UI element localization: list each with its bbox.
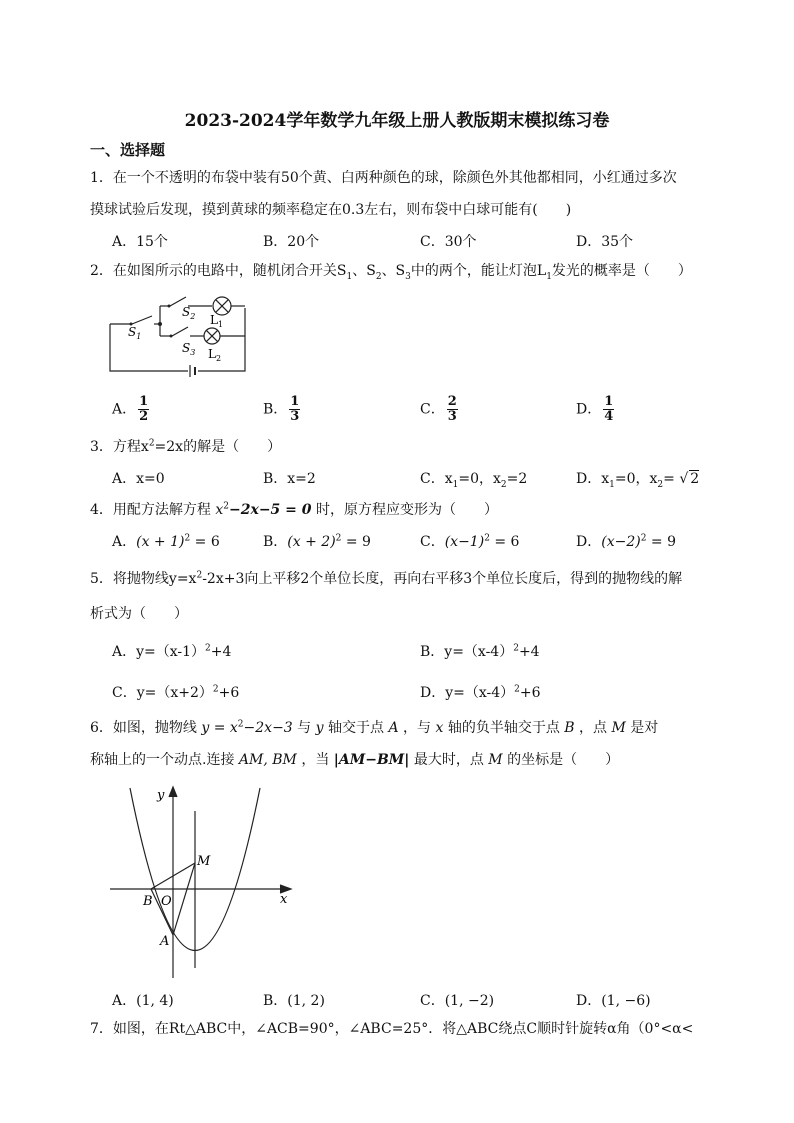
q3-option-b: B．x=2 [263, 471, 316, 487]
point-m-label: M [197, 854, 211, 869]
q6-option-d: D．(1, −6) [576, 993, 651, 1009]
section-heading: 一、选择题 [90, 141, 166, 159]
q4-option-c: C．$(x-1)^2 = 6$ [420, 533, 520, 550]
point-b-label: B [143, 894, 153, 909]
page-title: 2023-2024学年数学九年级上册人教版期末模拟练习卷 [184, 111, 610, 131]
q1-option-b: B．20个 [263, 234, 320, 250]
label-l1: $L_1$ [210, 313, 224, 329]
q5-option-d: D．$y=(x-4)^2+6$ [420, 684, 541, 701]
question-2-text: 2．在如图所示的电路中，随机闭合开关$S_1$、$S_2$、$S_3$中的两个，能让灯泡$L_1$发光的概率是（ ） [90, 263, 692, 282]
question-4-text: 4．用配方法解方程 $x^2-2x-5 = 0$ 时，原方程应变形为（ ） [90, 501, 498, 518]
question-5-line-1: 5．将抛物线$y=x^2-2x+3$向上平移2个单位长度，再向右平移3个单位长度后，得到的抛物线的解 [90, 570, 683, 587]
q4-option-b: B．$(x + 2)^2 = 9$ [263, 533, 371, 550]
q5-option-a: A．$y=(x-1)^2+4$ [112, 643, 232, 660]
q6-option-b: B．(1, 2) [263, 993, 325, 1009]
q3-option-c: C．$x_1=0$，$x_2=2$ [420, 471, 528, 490]
label-s2: $S_2$ [182, 305, 196, 321]
label-s1: $S_1$ [128, 325, 142, 341]
question-6-line-2: 称轴上的一个动点.连接 AM, BM ，当 |AM−BM| 最大时，点 M 的坐标是（ ） [90, 752, 620, 768]
question-7-line-1: 7．如图，在Rt△ABC中，∠ACB=90°，∠ABC=25°．将△ABC绕点C顺时针旋转α角（0°<α< [90, 1021, 694, 1037]
question-1-line-1: 1．在一个不透明的布袋中装有50个黄、白两种颜色的球，除颜色外其他都相同，小红通过多次 [90, 170, 677, 186]
q2-option-b: B． $\frac{1}{3}$ [263, 394, 300, 424]
origin-label: O [161, 894, 172, 909]
q5-option-c: C．$y=(x+2)^2+6$ [112, 684, 240, 701]
q5-option-b: B．$y=(x-4)^2+4$ [420, 643, 540, 660]
x-axis-label: x [280, 892, 288, 907]
point-a-label: A [160, 934, 170, 949]
q6-option-c: C．(1, −2) [420, 993, 495, 1009]
q4-option-a: A．$(x + 1)^2 = 6$ [112, 533, 220, 550]
q3-option-a: A．x=0 [112, 471, 165, 487]
q1-option-a: A．15个 [112, 234, 168, 250]
question-6-line-1: 6．如图，抛物线 $y = x^2-2x-3$ 与 y 轴交于点 A ，与 x 轴的负半轴交于点 B ，点 M 是对 [90, 719, 659, 736]
question-3-text: 3．方程$x^2=2x$的解是（ ） [90, 438, 282, 455]
parabola-graph [105, 783, 300, 983]
q1-option-c: C．30个 [420, 234, 477, 250]
q4-option-d: D．$(x-2)^2 = 9$ [576, 533, 676, 550]
question-5-line-2: 析式为（ ） [90, 606, 188, 622]
question-1-line-2: 摸球试验后发现，摸到黄球的频率稳定在0.3左右，则布袋中白球可能有( ) [90, 202, 572, 218]
y-axis-label: y [157, 788, 165, 803]
junction-dot [158, 322, 162, 326]
q2-option-a: A． $\frac{1}{2}$ [112, 394, 149, 424]
q3-option-d: D．$x_1=0$，$x_2=$ √ 2 [576, 471, 700, 490]
q6-option-a: A．(1, 4) [112, 993, 174, 1009]
circuit-diagram [100, 286, 260, 382]
label-s3: $S_3$ [182, 341, 196, 357]
label-l2: $L_2$ [208, 347, 222, 363]
q2-option-c: C． $\frac{2}{3}$ [420, 394, 457, 424]
q2-option-d: D． $\frac{1}{4}$ [576, 394, 614, 424]
q1-option-d: D．35个 [576, 234, 634, 250]
